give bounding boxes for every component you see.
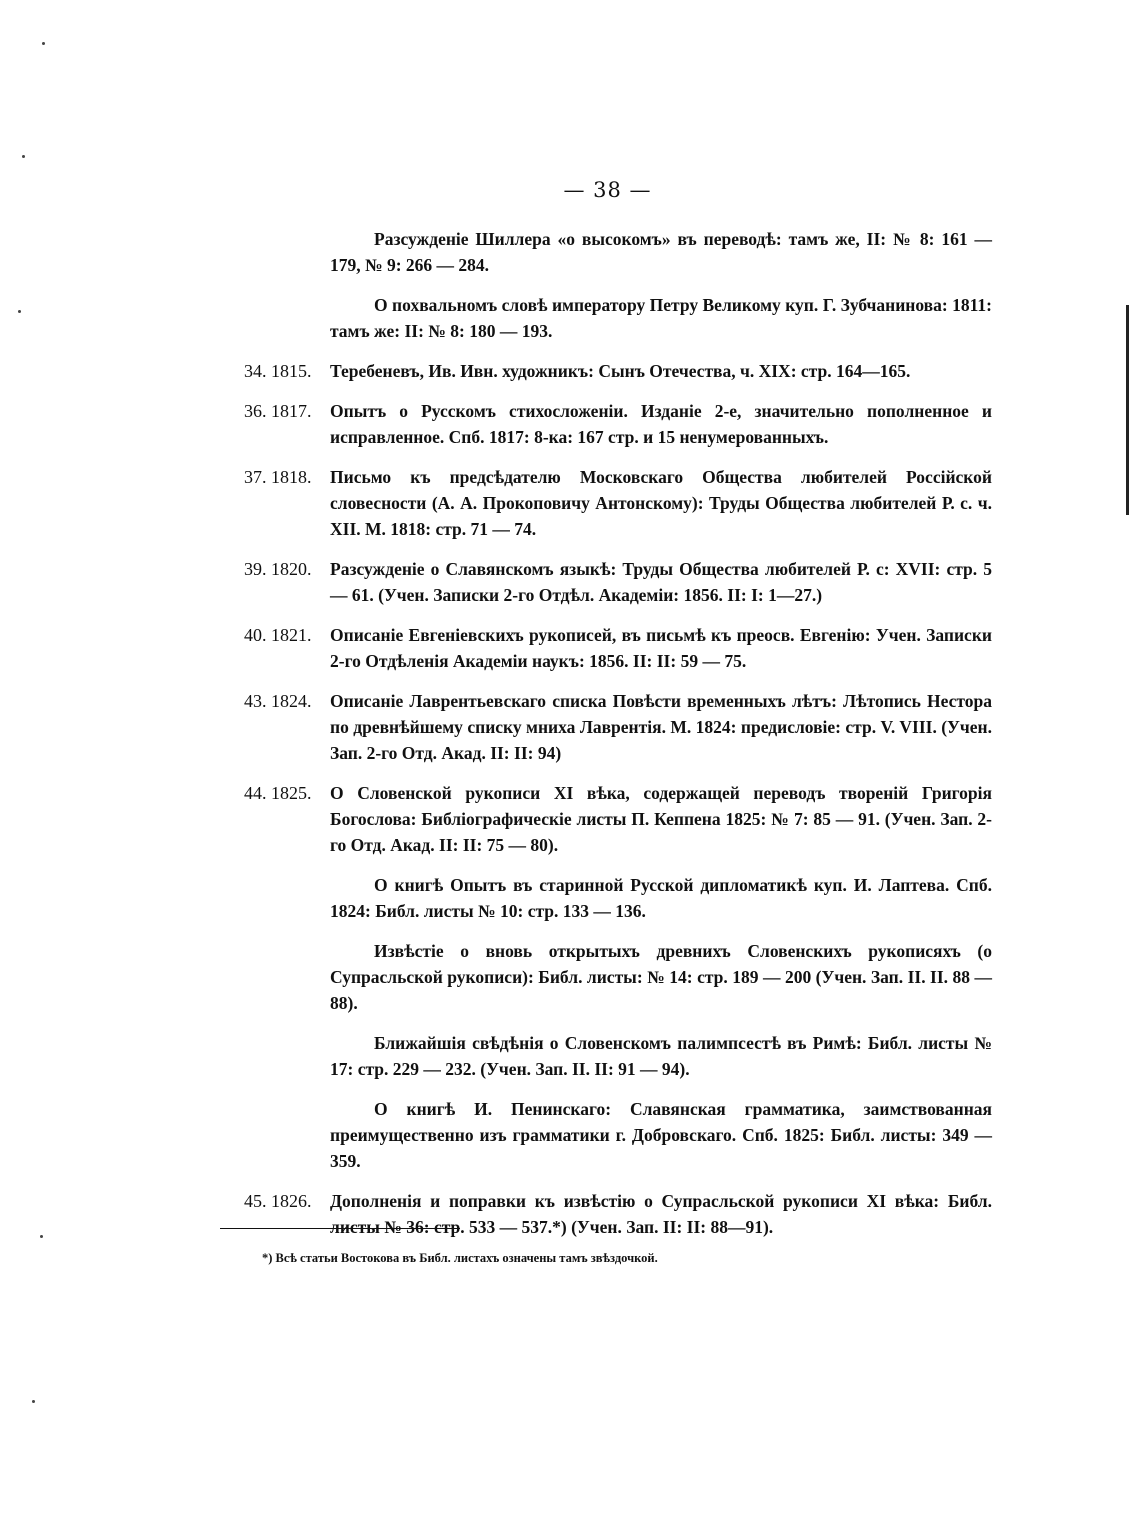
entry-text: Дополненія и поправки къ извѣстію о Супрасльской рукописи XI вѣка: Библ. листы № 36: стр. 533 — 537.*) (Учен. Зап. II: II: 88—91). [330,1191,992,1237]
entry [244,780,992,858]
entry [244,398,992,450]
scan-speck [40,1235,43,1238]
entry [244,1030,992,1082]
scan-edge-mark [1126,305,1129,515]
entry-text: Теребеневъ, Ив. Ивн. художникъ: Сынъ Отечества, ч. XIX: стр. 164—165. [330,361,911,381]
footnote-divider [220,1228,460,1229]
scan-speck [18,310,21,313]
entry-year: 36. 1817. [244,401,312,421]
scan-speck [32,1400,35,1403]
entry [244,358,992,384]
entry-text: Извѣстіе о вновь открытыхъ древнихъ Словенскихъ рукописяхъ (о Супрасльской рукописи): Библ. листы: № 14: стр. 189 — 200 (Учен. Зап. II. II. 88 — 88). [330,941,992,1013]
entry-year [244,1096,330,1174]
entry-year: 43. 1824. [244,691,312,711]
entry-text: Опытъ о Русскомъ стихосложеніи. Изданіе 2-е, значительно пополненное и исправленное. Спб. 1817: 8-ка: 167 стр. и 15 ненумерованныхъ. [330,401,992,447]
entry-text: О книгѣ Опытъ въ старинной Русской дипломатикѣ куп. И. Лаптева. Спб. 1824: Библ. листы № 10: стр. 133 — 136. [330,875,992,921]
entry [244,1188,992,1240]
entry-text: О похвальномъ словѣ императору Петру Великому куп. Г. Зубчанинова: 1811: тамъ же: II: № 8: 180 — 193. [330,295,992,341]
bibliography-entries [244,226,992,1254]
entry-year: 45. 1826. [244,1191,312,1211]
entry-year: 40. 1821. [244,625,312,645]
entry-text: Описаніе Евгеніевскихъ рукописей, въ письмѣ къ преосв. Евгенію: Учен. Записки 2-го Отдѣленія Академіи наукъ: 1856. II: II: 59 — 75. [330,625,992,671]
entry-year [244,938,330,1016]
entry-year: 39. 1820. [244,559,312,579]
entry-text: О книгѣ И. Пенинскаго: Славянская грамматика, заимствованная преимущественно изъ грамматики г. Добровскаго. Спб. 1825: Библ. листы: 349 — 359. [330,1099,992,1171]
entry [244,622,992,674]
entry-year: 44. 1825. [244,783,312,803]
entry [244,464,992,542]
entry-year: 37. 1818. [244,467,312,487]
page-number: — 38 — [563,178,652,202]
entry-year: 34. 1815. [244,361,312,381]
entry [244,1096,992,1174]
entry-year [244,872,330,924]
entry [244,556,992,608]
entry-year [244,292,330,344]
entry-text: Разсужденіе Шиллера «о высокомъ» въ переводѣ: тамъ же, II: № 8: 161 — 179, № 9: 266 — 284. [330,229,992,275]
scan-speck [22,155,25,158]
entry-text: Разсужденіе о Славянскомъ языкѣ: Труды Общества любителей Р. с: XVII: стр. 5 — 61. (Учен. Записки 2-го Отдѣл. Академіи: 1856. II: I: 1—27.) [330,559,992,605]
entry-text: Ближайшія свѣдѣнія о Словенскомъ палимпсестѣ въ Римѣ: Библ. листы № 17: стр. 229 — 232. (Учен. Зап. II. II: 91 — 94). [330,1033,992,1079]
entry [244,226,992,278]
entry-text: Описаніе Лаврентьевскаго списка Повѣсти временныхъ лѣтъ: Лѣтопись Нестора по древнѣйшему списку мниха Лаврентія. М. 1824: предисловіе: стр. V. VIII. (Учен. Зап. 2-го Отд. Акад. II: II: 94) [330,691,992,763]
entry-year [244,226,330,278]
footnote: *) Всѣ статьи Востокова въ Библ. листахъ означены тамъ звѣздочкой. [262,1251,658,1265]
entry-year [244,1030,330,1082]
entry [244,292,992,344]
scan-speck [42,42,45,45]
entry [244,688,992,766]
entry-text: О Словенской рукописи XI вѣка, содержащей переводъ твореній Григорія Богослова: Библіографическіе листы П. Кеппена 1825: № 7: 85 — 91. (Учен. Зап. 2-го Отд. Акад. II: II: 75 — 80). [330,783,992,855]
entry [244,938,992,1016]
entry-text: Письмо къ предсѣдателю Московскаго Общества любителей Россійской словесности (А. А. Прокоповичу Антонскому): Труды Общества любителей Р. с. ч. XII. М. 1818: стр. 71 — 74. [330,467,992,539]
entry [244,872,992,924]
